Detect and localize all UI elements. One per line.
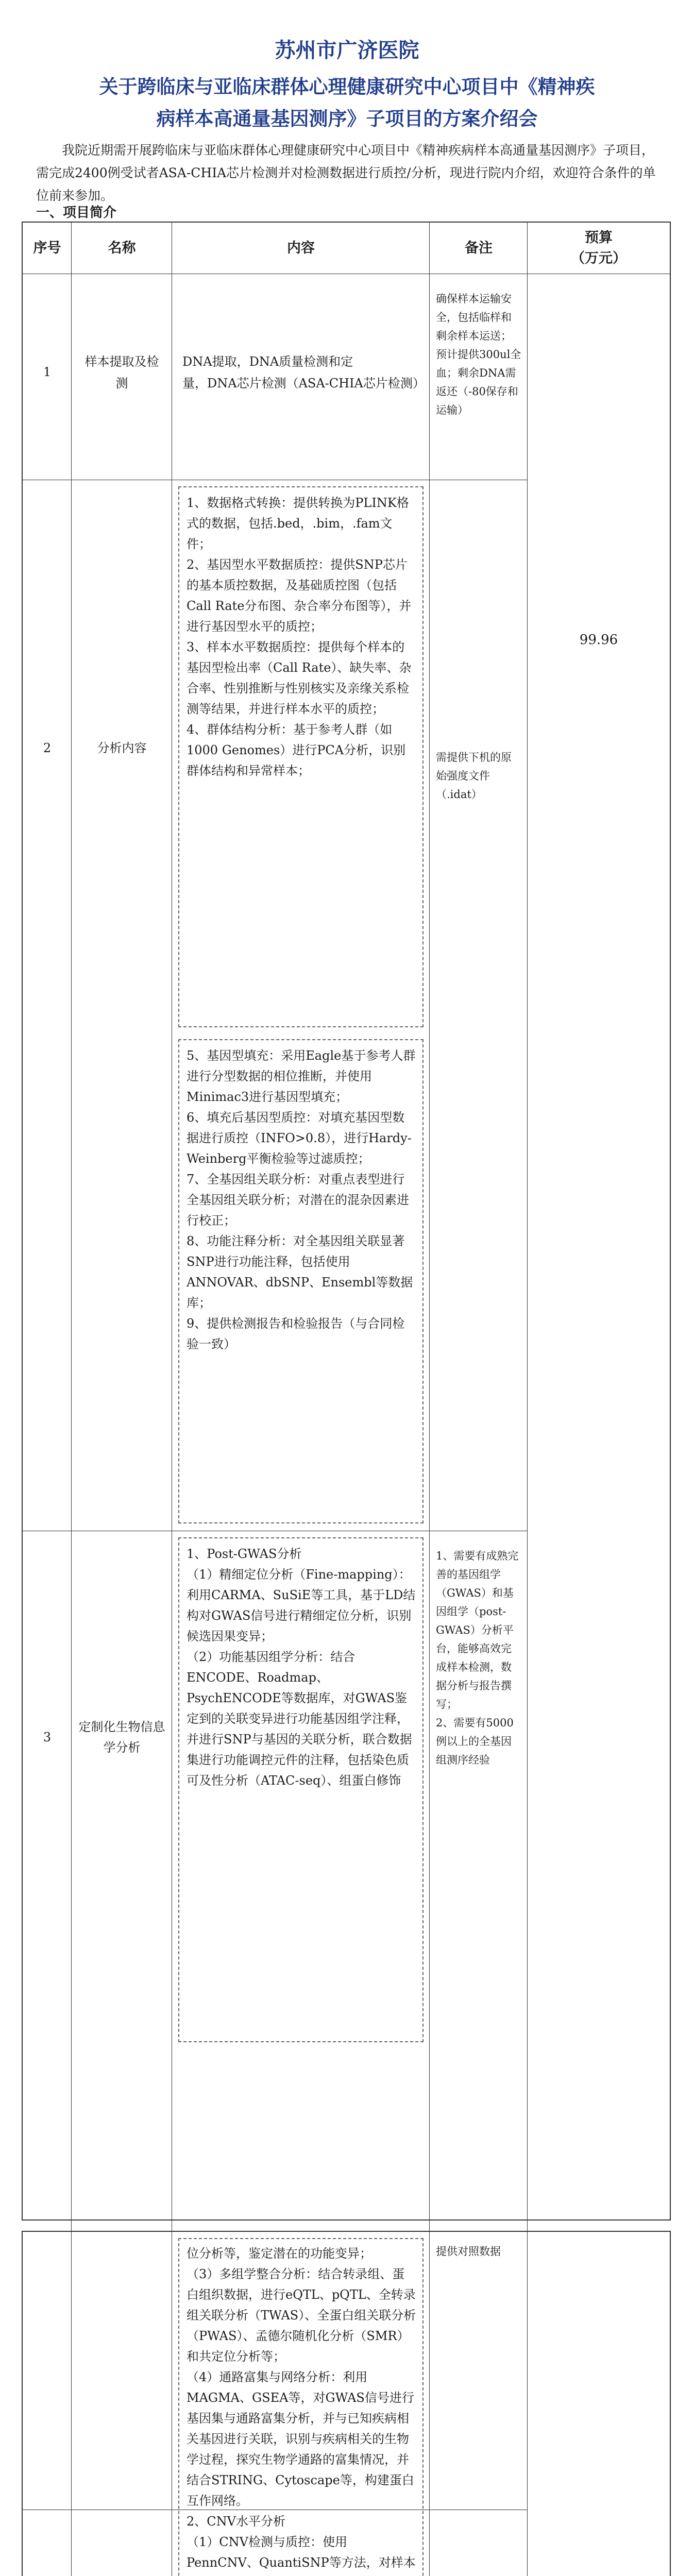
budget-cell	[528, 274, 670, 2222]
header-no: 序号	[33, 240, 61, 256]
row1-content-line1: DNA提取，DNA质量检测和定	[182, 354, 353, 369]
header-name-cell	[72, 223, 172, 274]
section1-heading: 一、项目简介	[36, 205, 117, 221]
row3b-content-cell	[172, 2232, 430, 2576]
header-budget: 预算	[585, 230, 613, 246]
row3b-content-box	[178, 2238, 424, 2576]
budget-cell-continued	[528, 2232, 670, 2576]
header-note-cell	[430, 223, 528, 274]
row2-name: 分析内容	[97, 741, 147, 755]
header-no-cell	[23, 223, 72, 274]
row3-name: 定制化生物信息学分析	[78, 1720, 165, 1755]
row1-name-line2: 测	[115, 376, 128, 391]
row3b-note: 提供对照数据	[436, 2245, 501, 2258]
row1-note: 确保样本运输安全，包括临样和剩余样本运送；预计提供300ul全血；剩余DNA需返还（-80保存和运输）	[436, 293, 521, 416]
row1-note-cell	[430, 274, 528, 480]
row3-no: 3	[43, 1730, 52, 1744]
row1-name-cell	[72, 274, 172, 480]
row2-note: 需提供下机的原始强度文件（.idat）	[436, 751, 512, 801]
document-title-line1: 关于跨临床与亚临床群体心理健康研究中心项目中《精神疾	[99, 76, 595, 98]
row1-no: 1	[43, 365, 52, 379]
row3b-content: 位分析等，鉴定潜在的功能变异； （3）多组学整合分析：结合转录组、蛋白组织数据，进行eQTL、pQTL、全转录组关联分析（TWAS）、全蛋白组关联分析（PWAS）、孟德尔随机化分析（SMR）和共定位分析等； （4）通路富集与网络分析：利用MAGMA、GSEA等，对GWAS信号进行基因集与通路富集分析，并与已知疾病相关基因进行关联，识别与疾病相关的生物学过程，探究生物学通路的富集情况，并结合STRING、Cytoscape等，构建蛋白互作网络。 2、CNV水平分析 （1）CNV检测与质控：使用PennCNV、QuantiSNP等方法，对样本	[187, 2246, 416, 2570]
row1-name-line1: 样本提取及检	[84, 354, 159, 369]
project-table-continued	[22, 2231, 671, 2576]
row2-content-cell	[172, 480, 430, 1531]
row2-content-box	[178, 486, 424, 1027]
intro-paragraph: 我院近期需开展跨临床与亚临床群体心理健康研究中心项目中《精神疾病样本高通量基因测序》子项目，需完成2400例受试者ASA-CHIA芯片检测并对检测数据进行质控/分析，现进行院内介绍，欢迎符合条件的单位前来参加。	[36, 143, 656, 203]
row2b-content-box	[178, 1039, 424, 1523]
row3b-name-cell	[72, 2232, 172, 2576]
document-title	[0, 71, 694, 135]
document-title-line2: 病样本高通量基因测序》子项目的方案介绍会	[156, 108, 538, 130]
row2-note-cell	[430, 480, 528, 1531]
row3b-no-cell	[23, 2232, 72, 2576]
row3-content-box	[178, 1537, 424, 2042]
project-table	[22, 222, 671, 2221]
row1-content-line2: 量，DNA芯片检测（ASA-CHIA芯片检测）	[182, 376, 425, 391]
row2-name-cell	[72, 480, 172, 1531]
row2-no: 2	[43, 741, 52, 755]
row2-no-cell	[23, 480, 72, 1531]
row3-note: 1、需要有成熟完善的基因组学（GWAS）和基因组学（post-GWAS）分析平台，能够高效完成样本检测，数据分析与报告撰写； 2、需要有5000例以上的全基因组测序经验	[436, 1550, 519, 1766]
budget-value: 99.96	[579, 632, 618, 648]
organization-title: 苏州市广济医院	[275, 39, 419, 62]
row2b-content: 5、基因型填充：采用Eagle基于参考人群进行分型数据的相位推断，并使用Minimac3进行基因型填充； 6、填充后基因型质控：对填充基因型数据进行质控（INFO>0.8），进行Hardy-Weinberg平衡检验等过滤质控； 7、全基因组关联分析：对重点表型进行全基因组关联分析；对潜在的混杂因素进行校正； 8、功能注释分析：对全基因组关联显著SNP进行功能注释，包括使用ANNOVAR、dbSNP、Ensembl等数据库； 9、提供检测报告和检验报告（与合同检验一致）	[187, 1048, 416, 1351]
header-name: 名称	[108, 240, 136, 256]
header-note: 备注	[465, 240, 493, 256]
header-content-cell	[172, 223, 430, 274]
row1-no-cell	[23, 274, 72, 480]
header-content: 内容	[287, 240, 315, 256]
header-budget-unit: （万元）	[571, 250, 627, 266]
header-budget-cell	[528, 223, 670, 274]
row3-content: 1、Post-GWAS分析 （1）精细定位分析（Fine-mapping）：利用CARMA、SuSiE等工具，基于LD结构对GWAS信号进行精细定位分析，识别候选因果变异； （2）功能基因组学分析：结合ENCODE、Roadmap、PsychENCODE等数据库，对GWAS鉴定到的关联变异进行功能基因组学注释，并进行SNP与基因的关联分析，联合数据集进行功能调控元件的注释，包括染色质可及性分析（ATAC-seq）、组蛋白修饰	[187, 1547, 416, 1788]
row1-content-cell	[172, 274, 430, 480]
row2-content: 1、数据格式转换：提供转换为PLINK格式的数据，包括.bed，.bim，.fam文件； 2、基因型水平数据质控：提供SNP芯片的基本质控数据，及基础质控图（包括Call Rate分布图、杂合率分布图等），并进行基因型水平的质控； 3、样本水平数据质控：提供每个样本的基因型检出率（Call Rate）、缺失率、杂合率、性别推断与性别核实及亲缘关系检测等结果，并进行样本水平的质控； 4、群体结构分析：基于参考人群（如1000 Genomes）进行PCA分析，识别群体结构和异常样本；	[187, 496, 412, 778]
row3b-note-cell	[430, 2232, 528, 2576]
